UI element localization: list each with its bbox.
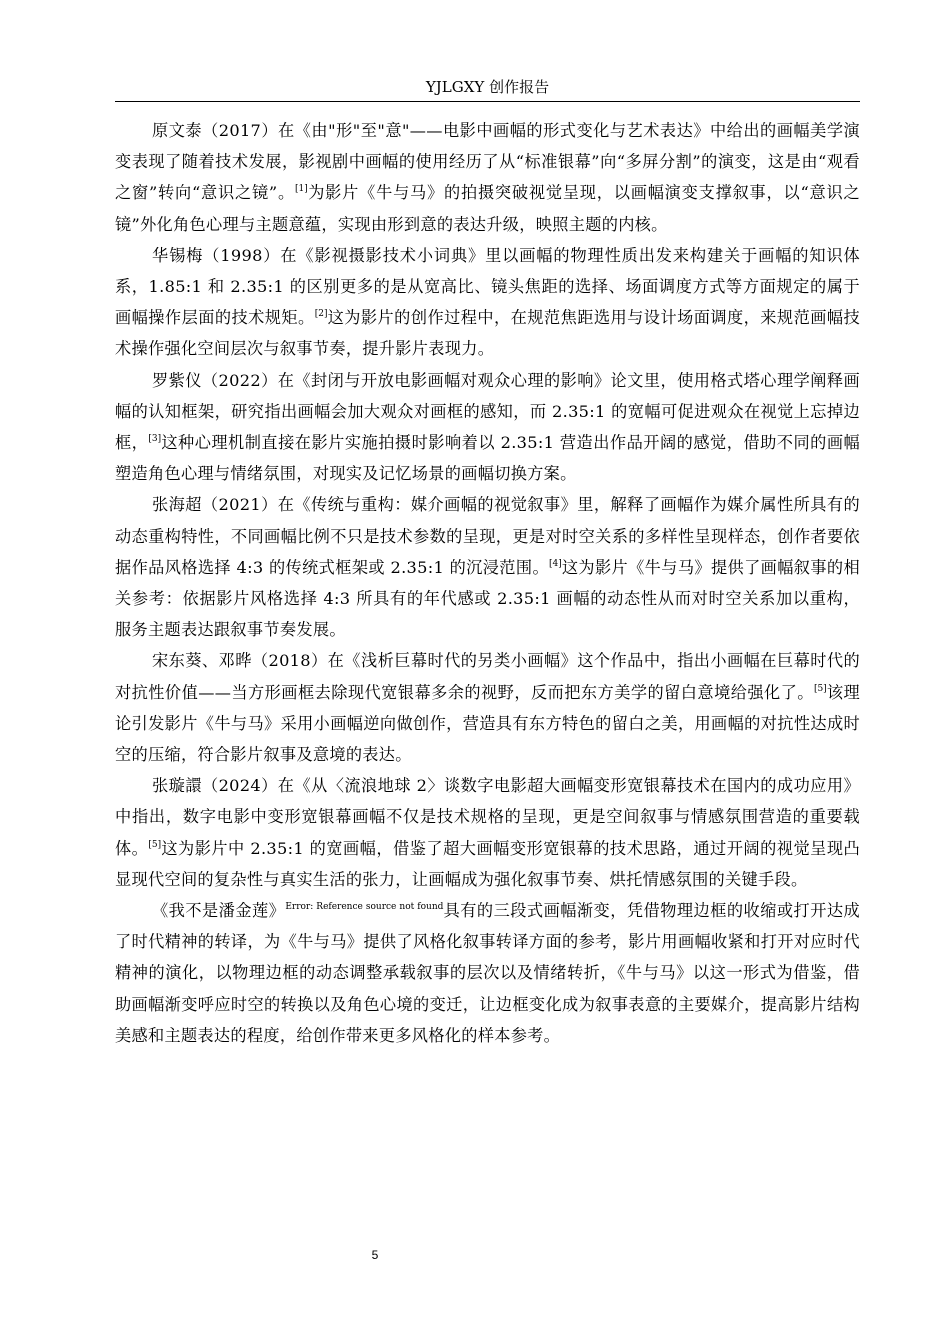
citation-marker: [1] (294, 184, 308, 195)
paragraph-text: 原文泰（2017）在《由"形"至"意"——电影中画幅的形式变化与艺术表达》中给出的画幅美学演变表现了随着技术发展，影视剧中画幅的使用经历了从“标准银幕”向“多屏分割”的演变，这是由“观看之窗”转向“意识之镜”。 (115, 121, 860, 203)
paragraph-4 (115, 489, 860, 645)
paragraph-2 (115, 240, 860, 365)
paragraph-text: 张海超（2021）在《传统与重构：媒介画幅的视觉叙事》里，解释了画幅作为媒介属性所具有的动态重构特性，不同画幅比例不只是技术参数的呈现，更是对时空关系的多样性呈现样态，创作者要依据作品风格选择 4:3 的传统式框架或 2.35:1 的沉浸范围。 (115, 495, 860, 577)
paragraph-text: 这为影片的创作过程中，在规范焦距选用与设计场面调度，来规范画幅技术操作强化空间层次与叙事节奏，提升影片表现力。 (115, 308, 860, 359)
paragraph-text: 为影片《牛与马》的拍摄突破视觉呈现，以画幅演变支撑叙事，以“意识之镜”外化角色心理与主题意蕴，实现由形到意的表达升级，映照主题的内核。 (115, 183, 860, 234)
paragraph-text: 这为影片中 2.35:1 的宽画幅，借鉴了超大画幅变形宽银幕的技术思路，通过开阔的视觉呈现凸显现代空间的复杂性与真实生活的张力，让画幅成为强化叙事节奏、烘托情感氛围的关键手段。 (115, 838, 860, 889)
citation-marker: [3] (148, 434, 162, 445)
paragraph-text: 该理论引发影片《牛与马》采用小画幅逆向做创作，营造具有东方特色的留白之美，用画幅的对抗性达成时空的压缩，符合影片叙事及意境的表达。 (115, 682, 860, 765)
paragraph-6 (115, 770, 860, 895)
header-rule (115, 101, 860, 102)
citation-marker: [5] (813, 683, 827, 694)
paragraph-text: 张璇譞（2024）在《从〈流浪地球 2〉谈数字电影超大画幅变形宽银幕技术在国内的成功应用》中指出，数字电影中变形宽银幕画幅不仅是技术规格的呈现，更是空间叙事与情感氛围营造的重要载体。 (115, 776, 860, 858)
paragraph-text: 这种心理机制直接在影片实施拍摄时影响着以 2.35:1 营造出作品开阔的感觉，借助不同的画幅塑造角色心理与情绪氛围，对现实及记忆场景的画幅切换方案。 (115, 433, 860, 484)
paragraph-text: 罗紫仪（2022）在《封闭与开放电影画幅对观众心理的影响》论文里，使用格式塔心理学阐释画幅的认知框架，研究指出画幅会加大观众对画框的感知，而 2.35:1 的宽幅可促进观众在视觉上忘掉边框， (115, 370, 860, 453)
paragraph-text: 宋东葵、邓晔（2018）在《浅析巨幕时代的另类小画幅》这个作品中，指出小画幅在巨幕时代的对抗性价值——当方形画框去除现代宽银幕多余的视野，反而把东方美学的留白意境给强化了。 (115, 651, 860, 702)
citation-marker: [2] (314, 309, 328, 320)
paragraph-7 (115, 895, 860, 1051)
paragraph-5 (115, 645, 860, 770)
reference-error-marker: Error: Reference source not found (285, 902, 444, 913)
citation-marker: [4] (549, 558, 562, 569)
paragraph-1 (115, 115, 860, 240)
body-text (115, 115, 860, 1051)
paragraph-text: 具有的三段式画幅渐变，凭借物理边框的收缩或打开达成了时代精神的转译，为《牛与马》提供了风格化叙事转译方面的参考，影片用画幅收紧和打开对应时代精神的演化，以物理边框的动态调整承载叙事的层次以及情绪转折，《牛与马》以这一形式为借鉴，借助画幅渐变呼应时空的转换以及角色心境的变迁，让边框变化成为叙事表意的主要媒介，提高影片结构美感和主题表达的程度，给创作带来更多风格化的样本参考。 (115, 901, 861, 1045)
paragraph-text: 这为影片《牛与马》提供了画幅叙事的相关参考：依据影片风格选择 4:3 所具有的年代感或 2.35:1 画幅的动态性从而对时空关系加以重构，服务主题表达跟叙事节奏发展。 (115, 557, 860, 640)
running-header: YJLGXY 创作报告 (425, 78, 550, 96)
page-number: 5 (371, 1248, 379, 1262)
paragraph-3 (115, 365, 860, 490)
paragraph-text: 《我不是潘金莲》 (152, 901, 286, 921)
paragraph-text: 华锡梅（1998）在《影视摄影技术小词典》里以画幅的物理性质出发来构建关于画幅的知识体系，1.85:1 和 2.35:1 的区别更多的是从宽高比、镜头焦距的选择、场面调度方式等方面规定的属于画幅操作层面的技术规矩。 (115, 245, 860, 328)
citation-marker: [5] (148, 839, 162, 850)
